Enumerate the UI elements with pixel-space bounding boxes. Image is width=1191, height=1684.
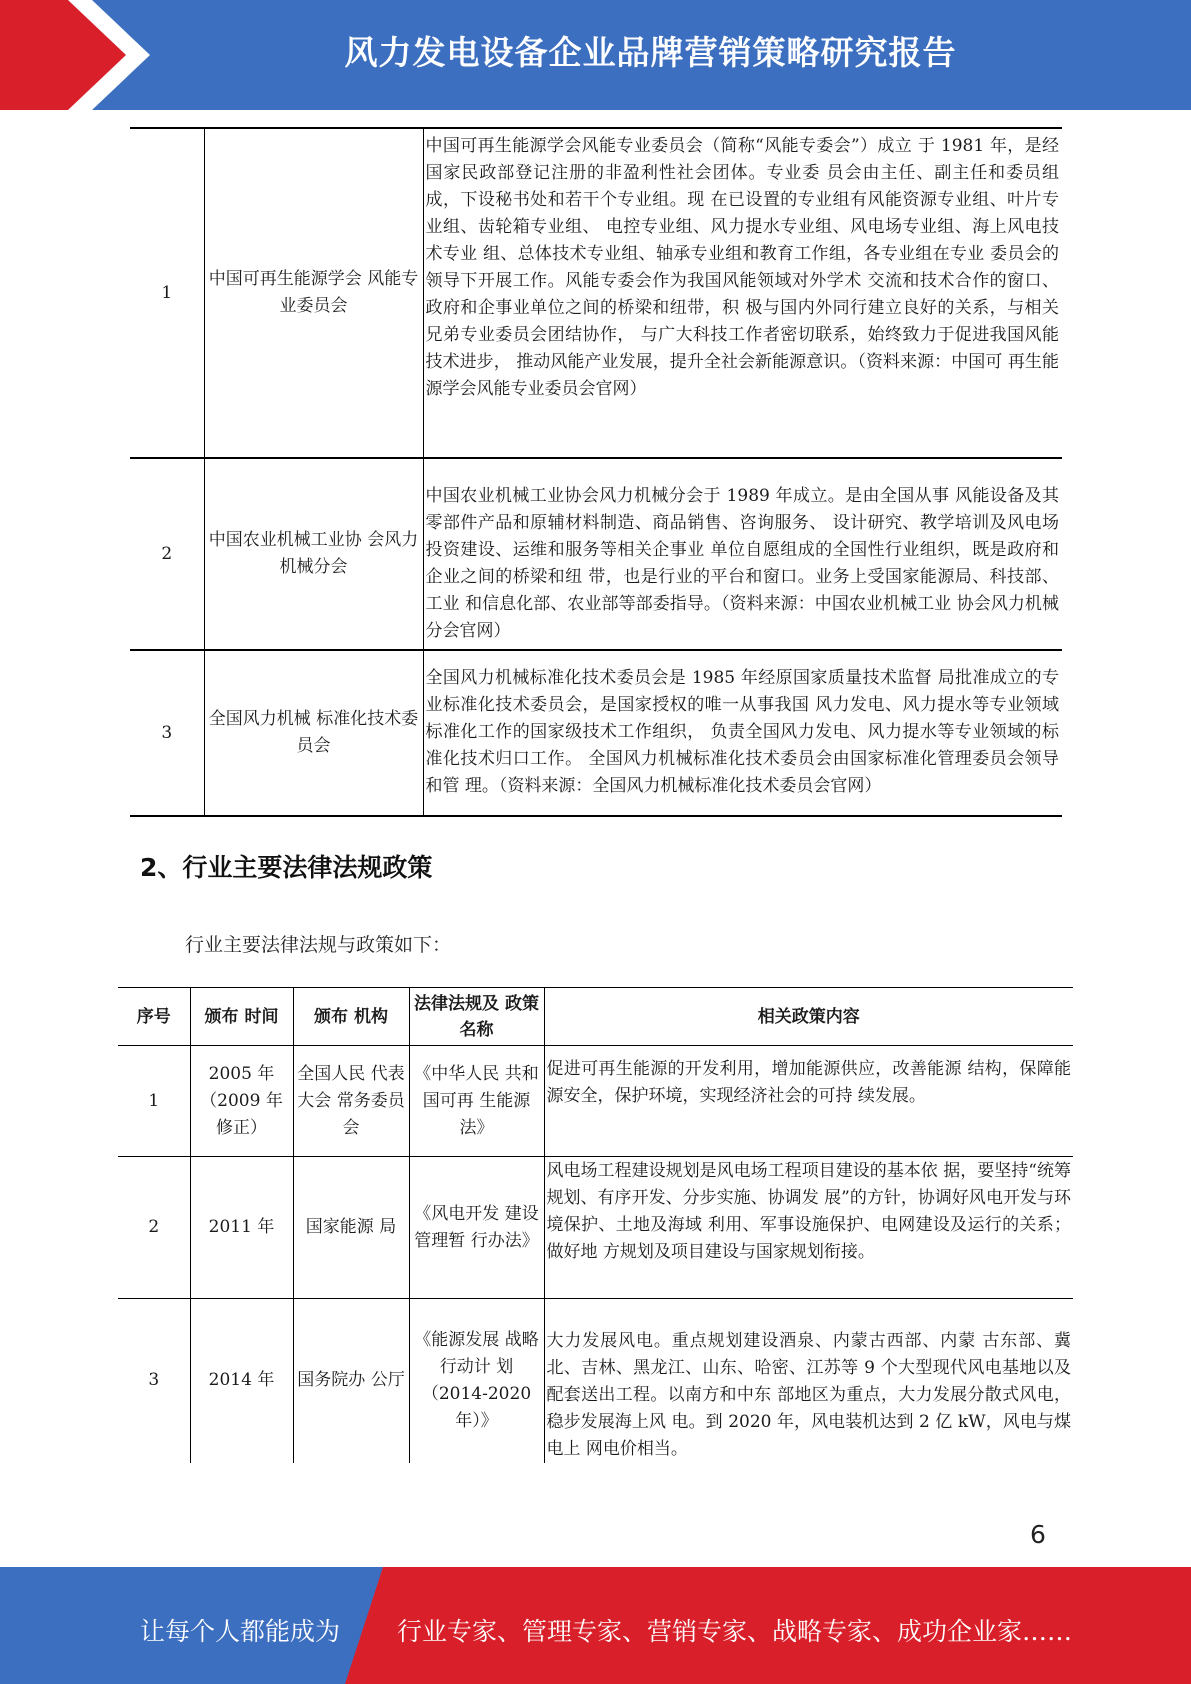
table-row — [118, 1157, 1073, 1299]
row-number: 1 — [118, 1046, 190, 1157]
law-policy-table — [118, 987, 1073, 1463]
section-intro: 行业主要法律法规与政策如下： — [185, 934, 452, 956]
table-row — [118, 1046, 1073, 1157]
header-law-name: 法律法规及 政策名称 — [409, 988, 544, 1046]
issue-time: 2014 年 — [190, 1299, 293, 1463]
row-number: 2 — [118, 1157, 190, 1299]
organization-description: 全国风力机械标准化技术委员会是 1985 年经原国家质量技术监督 局批准成立的专业标准化技术委员会，是国家授权的唯一从事我国 风力发电、风力提水等专业领域标准化工作的国家级技术工作组织， 负责全国风力发电、风力提水等专业领域的标准化技术归口工作。 全国风力机械标准化技术委员会由国家标准化管理委员会领导和管 理。（资料来源：全国风力机械标准化技术委员会官网） — [423, 650, 1062, 816]
issuing-org: 国务院办 公厅 — [293, 1299, 409, 1463]
footer-slogan-right: 行业专家、管理专家、营销专家、战略专家、成功企业家…… — [397, 1617, 1073, 1646]
organization-name: 全国风力机械 标准化技术委员会 — [204, 650, 423, 816]
policy-content: 大力发展风电。重点规划建设酒泉、内蒙古西部、内蒙 古东部、冀北、吉林、黑龙江、山东、哈密、江苏等 9 个大型现代风电基地以及配套送出工程。以南方和中东 部地区为重点，大力发展分散式风电，稳步发展海上风 电。到 2020 年，风电装机达到 2 亿 kW，风电与煤电上 网电价相当。 — [546, 1330, 1071, 1459]
section-heading: 2、行业主要法律法规政策 — [140, 853, 433, 882]
table-row — [130, 650, 1062, 816]
law-name: 《风电开发 建设管理暂 行办法》 — [409, 1157, 544, 1299]
policy-content: 风电场工程建设规划是风电场工程项目建设的基本依 据，要坚持“统筹规划、有序开发、分步实施、协调发 展”的方针，协调好风电开发与环境保护、土地及海域 利用、军事设施保护、电网建设及运行的关系；做好地 方规划及项目建设与国家规划衔接。 — [544, 1157, 1073, 1299]
issue-time: 2011 年 — [190, 1157, 293, 1299]
header-number: 序号 — [118, 988, 190, 1046]
row-number: 1 — [130, 128, 204, 458]
issuing-org: 国家能源 局 — [293, 1157, 409, 1299]
organization-description: 中国可再生能源学会风能专业委员会（简称“风能专委会”）成立 于 1981 年，是经国家民政部登记注册的非盈利性社会团体。专业委 员会由主任、副主任和委员组成，下设秘书处和若干个专业组。现 在已设置的专业组有风能资源专业组、叶片专业组、齿轮箱专业组、 电控专业组、风力提水专业组、风电场专业组、海上风电技术专业 组、总体技术专业组、轴承专业组和教育工作组，各专业组在专业 委员会的领导下开展工作。风能专委会作为我国风能领域对外学术 交流和技术合作的窗口、政府和企事业单位之间的桥梁和纽带，积 极与国内外同行建立良好的关系，与相关兄弟专业委员会团结协作， 与广大科技工作者密切联系，始终致力于促进我国风能技术进步， 推动风能产业发展，提升全社会新能源意识。（资料来源：中国可 再生能源学会风能专业委员会官网） — [423, 128, 1062, 458]
policy-content: 促进可再生能源的开发利用，增加能源供应，改善能源 结构，保障能源安全，保护环境，实现经济社会的可持 续发展。 — [544, 1046, 1073, 1157]
footer-slogan-left: 让每个人都能成为 — [140, 1617, 341, 1646]
table-row — [130, 458, 1062, 650]
table-row — [130, 128, 1062, 458]
row-number: 2 — [130, 458, 204, 650]
table-row — [118, 1299, 1073, 1463]
header-org: 颁布 机构 — [293, 988, 409, 1046]
header-bar — [0, 0, 1191, 110]
row-number: 3 — [130, 650, 204, 816]
issue-time: 2005 年 （2009 年 修正） — [190, 1046, 293, 1157]
organization-description: 中国农业机械工业协会风力机械分会于 1989 年成立。是由全国从事 风能设备及其零部件产品和原辅材料制造、商品销售、咨询服务、 设计研究、教学培训及风电场投资建设、运维和服务等相关企事业 单位自愿组成的全国性行业组织，既是政府和企业之间的桥梁和纽 带，也是行业的平台和窗口。业务上受国家能源局、科技部、工业 和信息化部、农业部等部委指导。（资料来源：中国农业机械工业 协会风力机械分会官网） — [423, 458, 1062, 650]
law-name: 《能源发展 战略行动计 划 （2014-2020 年）》 — [409, 1299, 544, 1463]
law-name: 《中华人民 共和国可再 生能源法》 — [409, 1046, 544, 1157]
row-number: 3 — [118, 1299, 190, 1463]
organization-name: 中国可再生能源学会 风能专业委员会 — [204, 128, 423, 458]
organization-name: 中国农业机械工业协 会风力机械分会 — [204, 458, 423, 650]
table-header-row — [118, 988, 1073, 1046]
issuing-org: 全国人民 代表大会 常务委员 会 — [293, 1046, 409, 1157]
organization-table — [130, 127, 1062, 817]
header-time: 颁布 时间 — [190, 988, 293, 1046]
report-title: 风力发电设备企业品牌营销策略研究报告 — [344, 33, 957, 72]
header-content: 相关政策内容 — [544, 988, 1073, 1046]
page-number: 6 — [1030, 1520, 1046, 1549]
